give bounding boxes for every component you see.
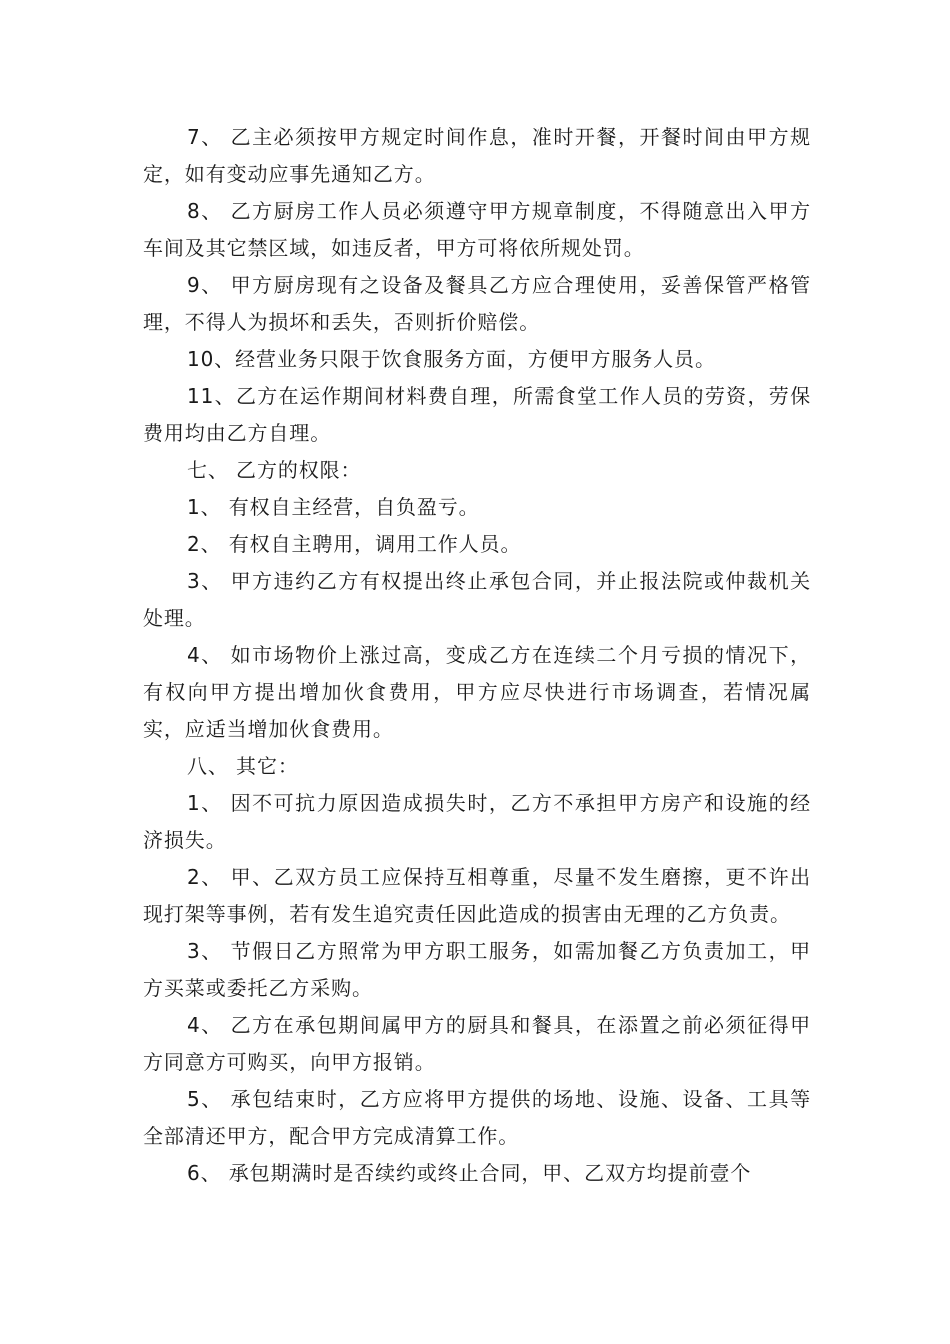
clause-paragraph: 1、 因不可抗力原因造成损失时，乙方不承担甲方房产和设施的经济损失。 xyxy=(143,791,811,852)
clause-paragraph: 10、经营业务只限于饮食服务方面，方便甲方服务人员。 xyxy=(187,347,716,371)
clause-paragraph: 4、 如市场物价上涨过高，变成乙方在连续二个月亏损的情况下，有权向甲方提出增加伙食费用，甲方应尽快进行市场调查，若情况属实，应适当增加伙食费用。 xyxy=(143,643,811,741)
section-heading: 八、 其它： xyxy=(187,754,299,778)
clause-paragraph: 7、 乙主必须按甲方规定时间作息，准时开餐，开餐时间由甲方规定，如有变动应事先通知乙方。 xyxy=(143,125,811,186)
clause-paragraph: 3、 节假日乙方照常为甲方职工服务，如需加餐乙方负责加工，甲方买菜或委托乙方采购。 xyxy=(143,939,811,1000)
clause-paragraph: 9、 甲方厨房现有之设备及餐具乙方应合理使用，妥善保管严格管理，不得人为损坏和丢失，否则折价赔偿。 xyxy=(143,273,811,334)
contract-text-body xyxy=(143,119,811,1192)
section-heading: 七、 乙方的权限： xyxy=(187,458,362,482)
clause-paragraph: 6、 承包期满时是否续约或终止合同，甲、乙双方均提前壹个 xyxy=(187,1161,752,1185)
clause-paragraph: 5、 承包结束时，乙方应将甲方提供的场地、设施、设备、工具等全部清还甲方，配合甲方完成清算工作。 xyxy=(143,1087,811,1148)
clause-paragraph: 8、 乙方厨房工作人员必须遵守甲方规章制度，不得随意出入甲方车间及其它禁区域，如违反者，甲方可将依所规处罚。 xyxy=(143,199,811,260)
clause-paragraph: 2、 甲、乙双方员工应保持互相尊重，尽量不发生磨擦，更不许出现打架等事例，若有发生追究责任因此造成的损害由无理的乙方负责。 xyxy=(143,865,811,926)
clause-paragraph: 1、 有权自主经营，自负盈亏。 xyxy=(187,495,480,519)
clause-paragraph: 3、 甲方违约乙方有权提出终止承包合同，并止报法院或仲裁机关处理。 xyxy=(143,569,811,630)
clause-paragraph: 2、 有权自主聘用，调用工作人员。 xyxy=(187,532,522,556)
clause-paragraph: 4、 乙方在承包期间属甲方的厨具和餐具，在添置之前必须征得甲方同意方可购买，向甲方报销。 xyxy=(143,1013,811,1074)
clause-paragraph: 11、乙方在运作期间材料费自理，所需食堂工作人员的劳资，劳保费用均由乙方自理。 xyxy=(143,384,811,445)
